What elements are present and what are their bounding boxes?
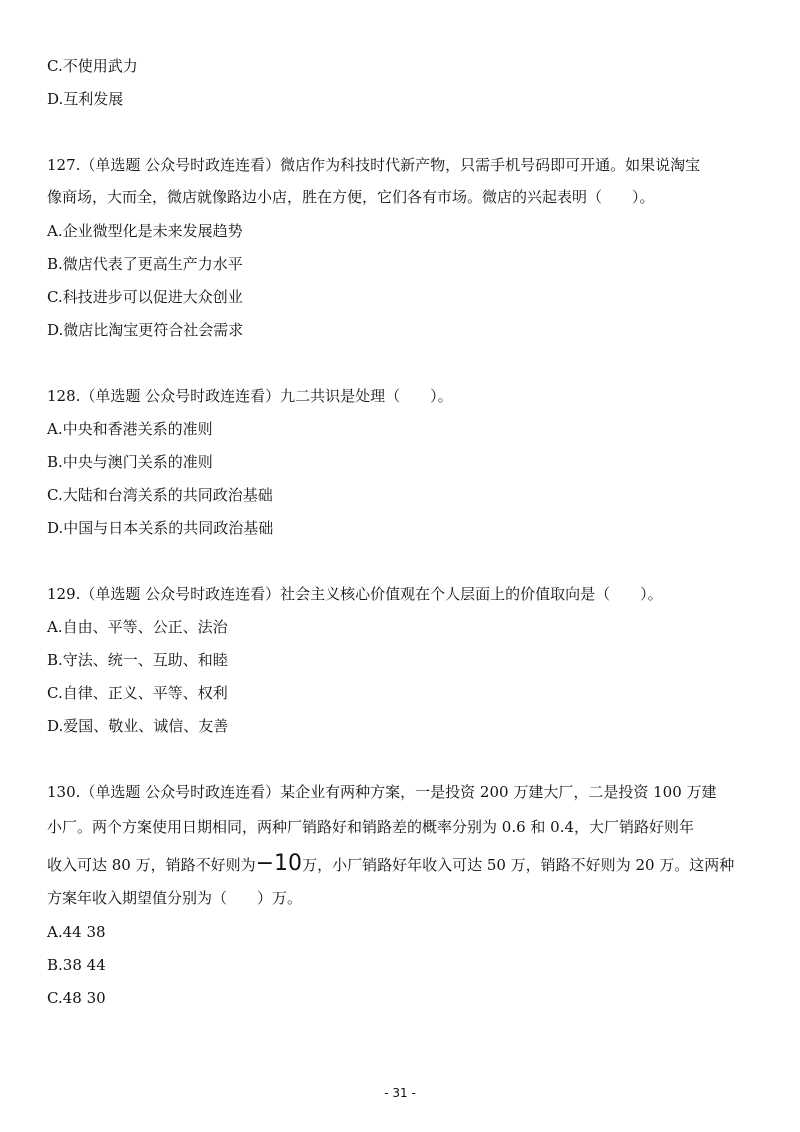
question-127-option-b: B.微店代表了更高生产力水平 <box>47 255 243 273</box>
question-128-option-b: B.中央与澳门关系的准则 <box>47 453 213 471</box>
question-130-stem <box>47 782 759 908</box>
question-130-option-c: C.48 30 <box>47 989 106 1007</box>
question-127-option-d: D.微店比淘宝更符合社会需求 <box>47 321 244 339</box>
option-c-prev: C.不使用武力 <box>47 57 138 75</box>
question-129-option-b: B.守法、统一、互助、和睦 <box>47 651 228 669</box>
question-127-line-1: 127.（单选题 公众号时政连连看）微店作为科技时代新产物，只需手机号码即可开通。如果说淘宝 <box>47 156 701 174</box>
question-130-line-3-post: 万，小厂销路好年收入可达 50 万，销路不好则为 20 万。这两种 <box>302 856 735 874</box>
question-130-line-3 <box>47 851 759 876</box>
question-128-option-c: C.大陆和台湾关系的共同政治基础 <box>47 486 273 504</box>
question-130-line-1: 130.（单选题 公众号时政连连看）某企业有两种方案，一是投资 200 万建大厂，二是投资 100 万建 <box>47 783 717 801</box>
question-129-option-d: D.爱国、敬业、诚信、友善 <box>47 717 229 735</box>
page-number: - 31 - <box>384 1086 416 1100</box>
question-128-stem: 128.（单选题 公众号时政连连看）九二共识是处理（ ）。 <box>47 387 453 405</box>
question-130-line-2: 小厂。两个方案使用日期相同，两种厂销路好和销路差的概率分别为 0.6 和 0.4，大厂销路好则年 <box>47 818 695 836</box>
question-130-negative-value: −10 <box>255 851 303 876</box>
question-130-option-a: A.44 38 <box>47 923 106 941</box>
question-127-stem <box>47 155 759 207</box>
question-127-option-a: A.企业微型化是未来发展趋势 <box>47 222 243 240</box>
question-127-line-2: 像商场，大而全，微店就像路边小店，胜在方便，它们各有市场。微店的兴起表明（ ）。 <box>47 188 655 206</box>
question-129-option-a: A.自由、平等、公正、法治 <box>47 618 228 636</box>
question-128-option-d: D.中国与日本关系的共同政治基础 <box>47 519 274 537</box>
question-130-line-4: 方案年收入期望值分别为（ ）万。 <box>47 889 303 907</box>
question-129-option-c: C.自律、正义、平等、权利 <box>47 684 228 702</box>
question-128-option-a: A.中央和香港关系的准则 <box>47 420 213 438</box>
option-d-prev: D.互利发展 <box>47 90 124 108</box>
question-130-option-b: B.38 44 <box>47 956 106 974</box>
question-130-line-3-pre: 收入可达 80 万，销路不好则为 <box>47 856 256 874</box>
question-129-stem: 129.（单选题 公众号时政连连看）社会主义核心价值观在个人层面上的价值取向是（ ）。 <box>47 585 663 603</box>
question-127-option-c: C.科技进步可以促进大众创业 <box>47 288 243 306</box>
